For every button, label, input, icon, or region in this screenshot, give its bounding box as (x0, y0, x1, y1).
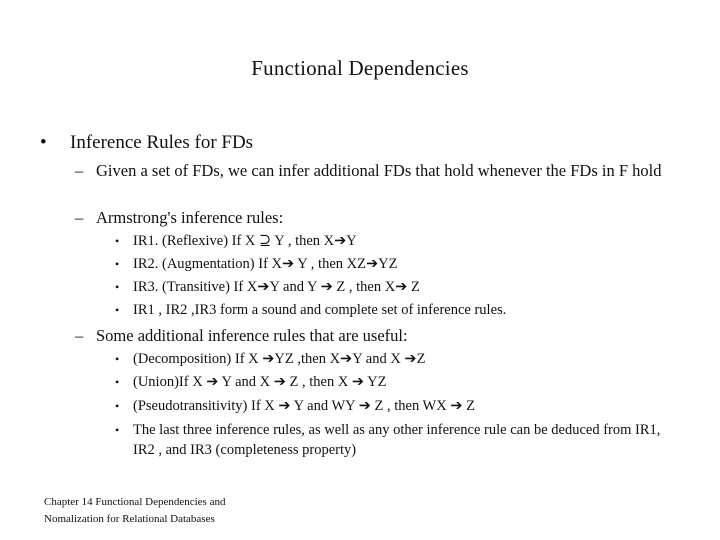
dash-icon: – (75, 326, 84, 345)
rule-text: (Pseudotransitivity) If X ➔ Y and WY ➔ Z , then WX ➔ Z (133, 398, 475, 414)
slide-title: Functional Dependencies (251, 56, 469, 80)
bullet-icon: • (115, 352, 120, 366)
main-bullet-text: Inference Rules for FDs (70, 132, 254, 153)
bullet-icon: • (115, 234, 120, 248)
bullet-icon: • (115, 303, 120, 317)
sub-point-text: Armstrong's inference rules: (96, 208, 284, 227)
rule-text: (Union)If X ➔ Y and X ➔ Z , then X ➔ YZ (133, 374, 387, 390)
bullet-icon: • (115, 399, 120, 413)
footer-line: Chapter 14 Functional Dependencies and (44, 496, 226, 508)
footer (44, 494, 225, 528)
bullet-icon: • (40, 132, 47, 153)
footer-line: Nomalization for Relational Databases (44, 513, 215, 525)
sub-point-text: Some additional inference rules that are useful: (96, 326, 408, 345)
dash-icon: – (75, 208, 84, 227)
rule-text: The last three inference rules, as well as any other inference rule can be deduced from IR1, IR2 , and IR3 (completeness property) (133, 422, 661, 458)
rule-text: (Decomposition) If X ➔YZ ,then X➔Y and X ➔Z (133, 351, 426, 367)
bullet-icon: • (115, 280, 120, 294)
sub-point-text: Given a set of FDs, we can infer additional FDs that hold whenever the FDs in F hold (96, 161, 662, 180)
rule-text: IR2. (Augmentation) If X➔ Y , then XZ➔YZ (133, 256, 398, 272)
bullet-icon: • (115, 375, 120, 389)
rule-text: IR1 , IR2 ,IR3 form a sound and complete set of inference rules. (133, 302, 507, 318)
bullet-icon: • (115, 423, 120, 437)
bullet-icon: • (115, 257, 120, 271)
rule-text: IR1. (Reflexive) If X ⊇ Y , then X➔Y (133, 233, 357, 249)
rule-text: IR3. (Transitive) If X➔Y and Y ➔ Z , then X➔ Z (133, 279, 420, 295)
dash-icon: – (75, 161, 84, 180)
